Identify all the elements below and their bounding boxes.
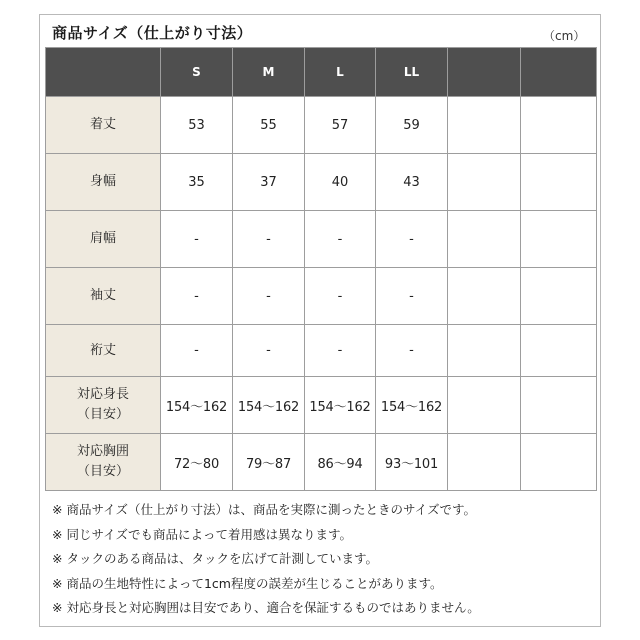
header-cell-ll: LL bbox=[376, 48, 448, 97]
size-table bbox=[45, 47, 597, 491]
table-cell: 93～101 bbox=[376, 434, 448, 491]
notes-list bbox=[52, 498, 480, 621]
table-cell: - bbox=[233, 325, 305, 377]
table-cell bbox=[448, 377, 521, 434]
table-cell: 43 bbox=[376, 154, 448, 211]
row-label bbox=[46, 325, 161, 377]
table-cell: 53 bbox=[161, 97, 233, 154]
table-cell bbox=[448, 211, 521, 268]
table-row bbox=[46, 97, 597, 154]
header-cell-s: S bbox=[161, 48, 233, 97]
header-cell-m: M bbox=[233, 48, 305, 97]
row-label-subtext: （目安） bbox=[76, 464, 129, 479]
row-label bbox=[46, 97, 161, 154]
table-cell bbox=[448, 434, 521, 491]
header-cell-corner bbox=[46, 48, 161, 97]
table-cell bbox=[521, 434, 597, 491]
table-cell: 154～162 bbox=[233, 377, 305, 434]
row-label-text: 裄丈 bbox=[89, 342, 116, 358]
table-cell: 57 bbox=[305, 97, 376, 154]
table-row bbox=[46, 325, 597, 377]
table-cell: - bbox=[161, 268, 233, 325]
table-cell: - bbox=[376, 211, 448, 268]
table-cell bbox=[521, 377, 597, 434]
table-cell: 35 bbox=[161, 154, 233, 211]
row-label-text: 身幅 bbox=[89, 174, 116, 189]
note-item: ※ 同じサイズでも商品によって着用感は異なります。 bbox=[52, 526, 352, 542]
table-row bbox=[46, 434, 597, 491]
note-item: ※ 対応身長と対応胸囲は目安であり、適合を保証するものではありません。 bbox=[52, 600, 480, 616]
page-title: 商品サイズ（仕上がり寸法） bbox=[52, 24, 253, 42]
table-row bbox=[46, 268, 597, 325]
note-item: ※ タックのある商品は、タックを広げて計測しています。 bbox=[52, 551, 378, 567]
table-cell bbox=[448, 154, 521, 211]
table-cell bbox=[521, 154, 597, 211]
header-cell-l: L bbox=[305, 48, 376, 97]
table-cell bbox=[521, 268, 597, 325]
table-cell: - bbox=[305, 268, 376, 325]
table-cell bbox=[448, 325, 521, 377]
table-cell: - bbox=[233, 268, 305, 325]
row-label-text: 対応胸囲 bbox=[76, 444, 129, 459]
row-label-text: 袖丈 bbox=[89, 288, 116, 303]
table-cell: - bbox=[305, 325, 376, 377]
table-cell bbox=[521, 211, 597, 268]
note-item: ※ 商品サイズ（仕上がり寸法）は、商品を実際に測ったときのサイズです。 bbox=[52, 502, 476, 517]
table-cell: - bbox=[161, 211, 233, 268]
header-cell-empty bbox=[521, 48, 597, 97]
row-label-text: 肩幅 bbox=[89, 231, 116, 246]
table-cell: - bbox=[305, 211, 376, 268]
table-cell: 59 bbox=[376, 97, 448, 154]
row-label bbox=[46, 211, 161, 268]
row-label bbox=[46, 268, 161, 325]
table-cell: 72～80 bbox=[161, 434, 233, 491]
header-cell-empty bbox=[448, 48, 521, 97]
table-cell: - bbox=[161, 325, 233, 377]
row-label-text: 対応身長 bbox=[76, 387, 129, 402]
unit-label: （cm） bbox=[543, 29, 586, 43]
table-cell: 154～162 bbox=[305, 377, 376, 434]
table-row bbox=[46, 154, 597, 211]
table-cell bbox=[521, 325, 597, 377]
row-label-text: 着丈 bbox=[89, 117, 116, 132]
table-cell: 154～162 bbox=[376, 377, 448, 434]
row-label bbox=[46, 434, 161, 491]
table-cell: - bbox=[376, 325, 448, 377]
row-label bbox=[46, 154, 161, 211]
table-cell: 55 bbox=[233, 97, 305, 154]
note-item: ※ 商品の生地特性によって1cm程度の誤差が生じることがあります。 bbox=[52, 575, 443, 591]
table-cell: 40 bbox=[305, 154, 376, 211]
table-cell: - bbox=[233, 211, 305, 268]
table-cell bbox=[448, 268, 521, 325]
table-cell: 37 bbox=[233, 154, 305, 211]
table-cell: 79～87 bbox=[233, 434, 305, 491]
table-cell bbox=[521, 97, 597, 154]
table-cell: 154～162 bbox=[161, 377, 233, 434]
table-row bbox=[46, 211, 597, 268]
table-header-row bbox=[46, 48, 597, 97]
table-cell bbox=[448, 97, 521, 154]
row-label bbox=[46, 377, 161, 434]
table-row bbox=[46, 377, 597, 434]
row-label-subtext: （目安） bbox=[76, 407, 129, 422]
table-cell: 86～94 bbox=[305, 434, 376, 491]
table-cell: - bbox=[376, 268, 448, 325]
